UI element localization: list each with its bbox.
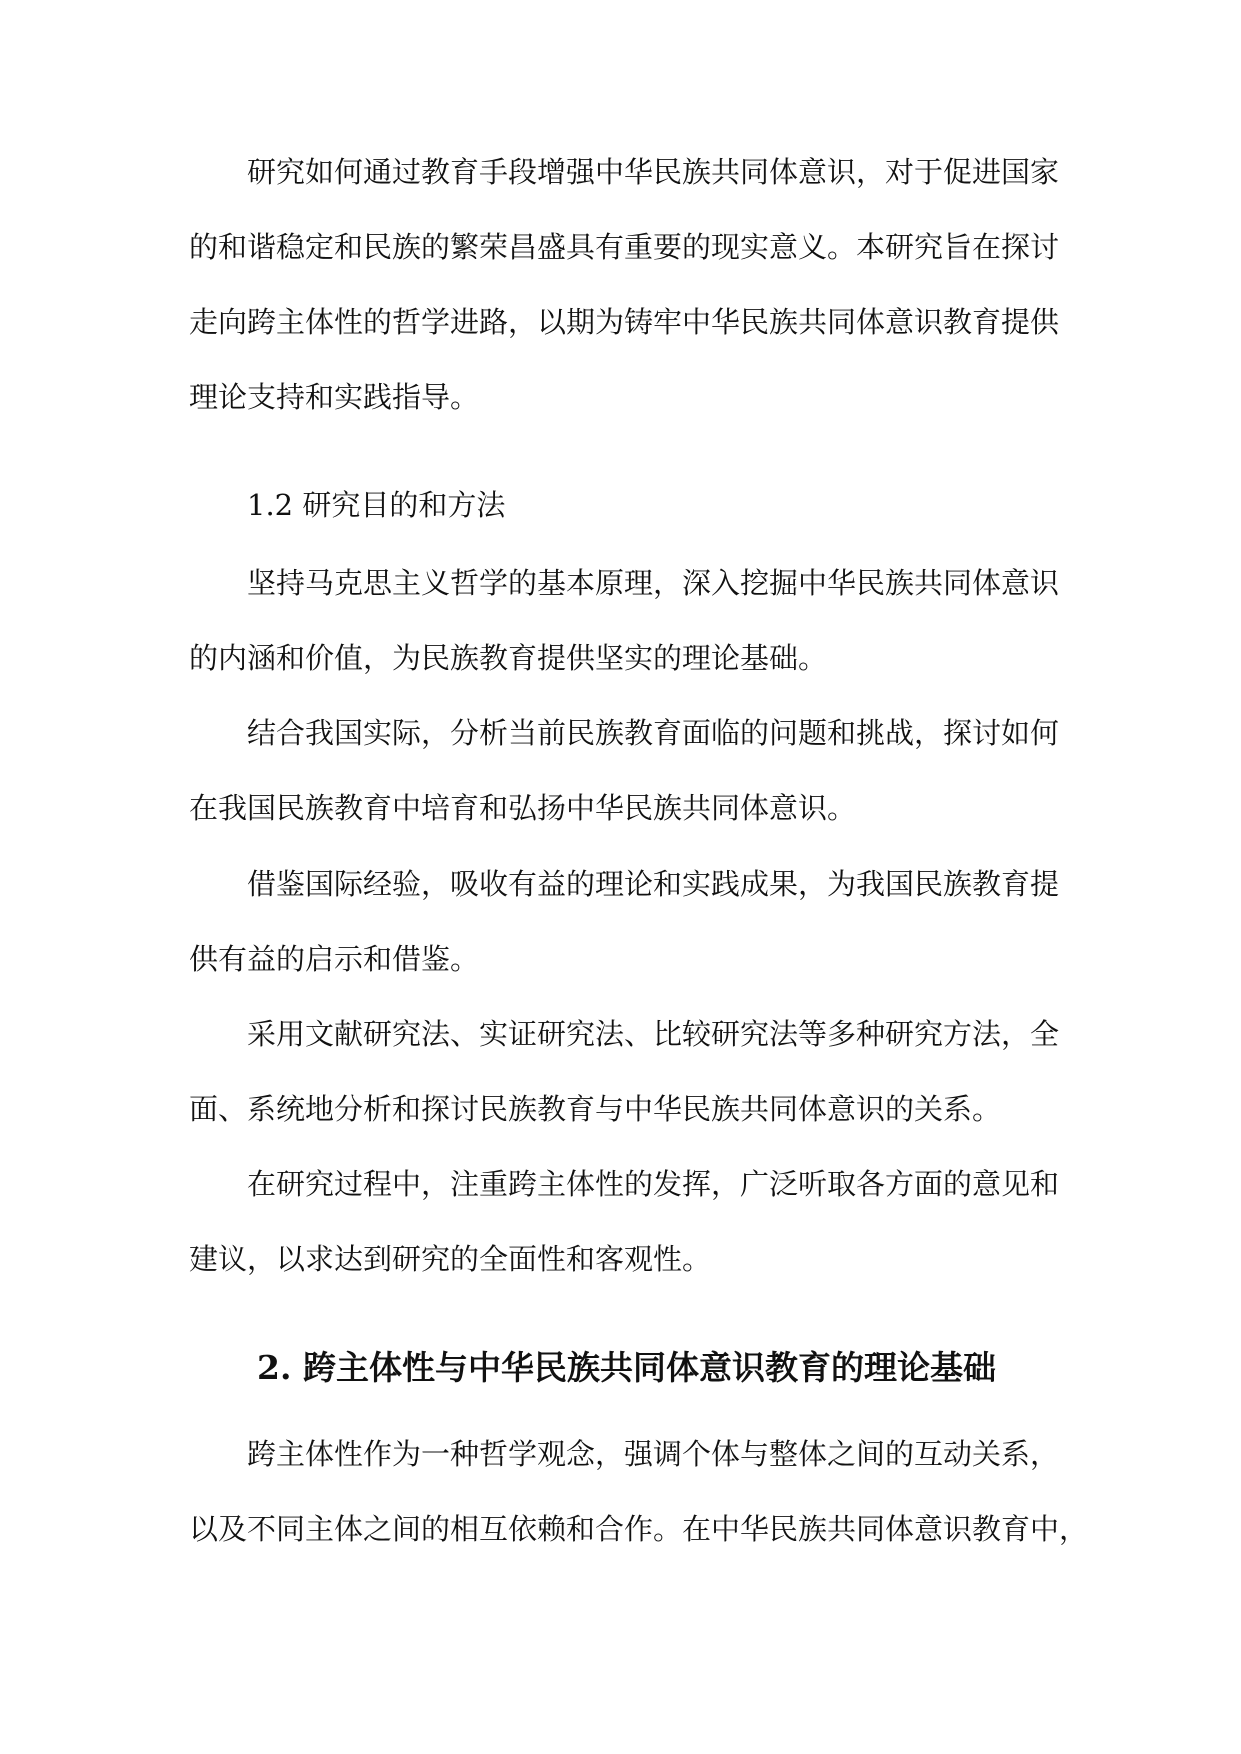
paragraph-1-line-2: 的和谐稳定和民族的繁荣昌盛具有重要的现实意义。本研究旨在探讨 — [189, 230, 1060, 264]
paragraph-6-line-2: 建议，以求达到研究的全面性和客观性。 — [189, 1242, 712, 1276]
section-2-heading: 2. 跨主体性与中华民族共同体意识教育的理论基础 — [257, 1348, 996, 1387]
section-1-2-heading: 1.2 研究目的和方法 — [247, 488, 506, 522]
paragraph-4-line-2: 供有益的启示和借鉴。 — [189, 942, 480, 976]
paragraph-7-line-2: 以及不同主体之间的相互依赖和合作。在中华民族共同体意识教育中， — [189, 1512, 1089, 1546]
paragraph-1-line-4: 理论支持和实践指导。 — [189, 380, 480, 414]
paragraph-5-line-1: 采用文献研究法、实证研究法、比较研究法等多种研究方法，全 — [247, 1017, 1060, 1051]
paragraph-7-line-1: 跨主体性作为一种哲学观念，强调个体与整体之间的互动关系， — [247, 1437, 1060, 1471]
paragraph-2-line-2: 的内涵和价值，为民族教育提供坚实的理论基础。 — [189, 641, 828, 675]
paragraph-3-line-2: 在我国民族教育中培育和弘扬中华民族共同体意识。 — [189, 791, 857, 825]
paragraph-5-line-2: 面、系统地分析和探讨民族教育与中华民族共同体意识的关系。 — [189, 1092, 1002, 1126]
paragraph-1-line-3: 走向跨主体性的哲学进路，以期为铸牢中华民族共同体意识教育提供 — [189, 305, 1060, 339]
paragraph-2-line-1: 坚持马克思主义哲学的基本原理，深入挖掘中华民族共同体意识 — [247, 566, 1060, 600]
paragraph-6-line-1: 在研究过程中，注重跨主体性的发挥，广泛听取各方面的意见和 — [247, 1167, 1060, 1201]
paragraph-3-line-1: 结合我国实际，分析当前民族教育面临的问题和挑战，探讨如何 — [247, 716, 1060, 750]
paragraph-4-line-1: 借鉴国际经验，吸收有益的理论和实践成果，为我国民族教育提 — [247, 867, 1060, 901]
paragraph-1-line-1: 研究如何通过教育手段增强中华民族共同体意识，对于促进国家 — [247, 155, 1060, 189]
